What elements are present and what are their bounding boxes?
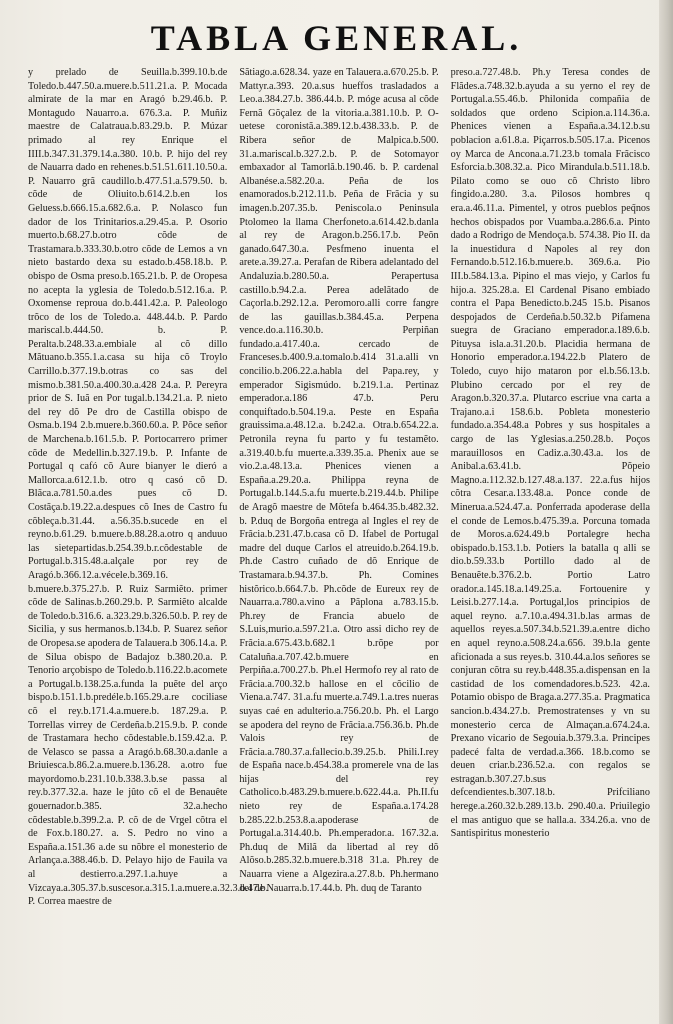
index-column-3 bbox=[451, 66, 650, 1016]
page-title: TABLA GENERAL. bbox=[150, 18, 523, 58]
index-column-text: Sãtiago.a.628.34. yaze en Talauera.a.670.25.b. P. Mattyr.a.393. 20.a.sus hueffos trasladados a Leo.a.384.27.b. 386.44.b. P. móge acusa al cõde Fernã Gõçalez de la vitoria.a.381.10.b. P. O-uetese coronistã.a.389.12.b.438.33.b. P. de Ribera señor de Malpica.b.500. 31.a.mariscal.b.327.2.b. P. de Sotomayor embaxador al Tamorlã.b.190.46. b. P. cardenal Albanése.a.582.20.a. Peña de los enamorados.b.212.11.b. Peña de Frãcia y su imagen.b.207.35.b. Peniscola.o Peninsula Ptolomeo la llama Cherfoneto.a.614.42.b.danla al rey de Aragon.b.256.17.b. Peõn ganado.647.30.a. Pesfmeno inuenta el arete.a.39.27.a. Perafan de Ribera adelantado del Andaluzia.b.280.50.a. Perapertusa castillo.b.94.2.a. Perea adelãtado de Caçorla.b.292.12.a. Peromoro.alli corre fangre de las gauillas.b.384.45.a. Perpena vence.do.a.116.30.b. Perpiñan fundado.a.417.40.a. cercado de Franceses.b.400.9.a.tomalo.b.414 31.a.alli vn concilio.b.206.22.a.habla del Papa.rey, y emperador Sigismúdo. b.219.1.a. Pertinaz emperador.a.186 47.b. Peru conquiftado.b.504.19.a. Peste en España grauissima.a.48.12.a. b.242.a. Otra.b.654.22.a. Petronila reyna fu parto y fu testamẽto. a.319.40.b.fu muerte.a.339.35.a. Phenix aue se vio.2.a.48.13.a. Phenices vienen a España.a.29.20.a. Philippa reyna de Portugal.b.144.5.a.fu muerte.b.219.44.b. Philipe de Aragõ maestre de Mõtefa b.464.35.b.482.32. b. P.duq de Borgoña entrega al Ingles el rey de Frãcia.b.231.47.b.casa cõ D. Ifabel de Portugal madre del duque Carlos el atreuido.b.264.19.b. Ph.de Castro cuñado de dõ Enrique de Trastamara.b.94.37.b. Ph. Comines histõrico.b.664.7.b. Ph.cõde de Eureux rey de Nauarra.a.780.a.vino a Pãplona a.783.15.b. Ph.rey de Francia abuelo de S.Luis,murio.a.597.21.a. Otro assi dicho rey de Frãcia.a.675.43.b.682.1 b.rõpe por Cataluña.a.707.42.b.muere en Perpiña.a.700.27.b. Ph.el Hermofo rey al rato de Frãcia.a.700.32.b hallose en el cõcilio de Viena.a.747. 31.a.fu muerte.a.749.1.a.tres nueras suyas caé en adulterio.a.756.20.b. Ph. el Largo se apodera del reyno de Frãcia.a.756.36.b. Ph.de Valois rey de Frãcia.a.780.37.a.fallecio.b.39.25.b. Phili.I.rey de España nace.b.454.38.a promerele vna de las hijas del rey Catholico.b.483.29.b.muere.b.622.44.a. Ph.II.fu nieto rey de España.a.174.28 b.285.22.b.253.8.a.apoderase de Portugal.a.314.40.b. Ph.emperador.a. 167.32.a. Ph.duq de Milã da libertad al rey dõ Alõso.b.285.32.b.muere.b.318 31.a. Ph.rey de Nauarra viene a Algezira.a.27.8.b. Ph.hermano del de Nauarra.b.17.44.b. Ph. duq de Taranto bbox=[239, 67, 439, 894]
index-column-2 bbox=[239, 66, 438, 1016]
page-edge-shadow bbox=[659, 0, 673, 1024]
index-column-text: y prelado de Seuilla.b.399.10.b.de Toledo.b.447.50.a.muere.b.511.21.a. P. Mocada almirate de la mar en Aragó b.29.46.b. P. Montagudo Nauarro.a. 676.3.a. P. Muñiz maestre de Calatraua.b.83.29.b. P. Múzar primado al rey Enrique el IIII.b.347.31.379.14.a.380. 10.b. P. hijo del rey de Nauarra dado en rehenes.b.51.51.611.10.50.a. P. Nauarro grã caudillo.b.477.51.a.579.50. b. cõde de Oliuito.b.614.2.b.en los Geluess.b.666.15.a.682.6.a. P. Nolasco fun dador de los Trinitarios.a.29.45.a. P. Osorio muerto.b.68.27.b.otro cõde de Trastamara.b.333.30.b.otro cõde de Lemos a vn nieto bastardo dexa su estado.b.458.18.b. P. obispo de Osma preso.b.165.21.b. P. de Oropesa no acepta la yglesia de Toledo.b.512.16.a. P. Oxomense reproua do.b.441.42.a. P. Paleologo trõco de los de Toledo.a. 448.44.b. P. Pardo mariscal.b.444.50. b. P. Peralta.b.248.33.a.embiale al cõ dillo Mãtuano.b.355.1.a.casa su hija cõ Troylo Carrillo.b.377.19.b.otras co sas del mismo.b.381.50.a.400.30.a.428 24.a. P. Pereyra prior de S. Iuã en Por tugal.b.134.21.a. P. nieto del rey dõ Pe dro de Castilla obispo de Osma.b.194 2.b.muere.b.360.60.a. P. Põce señor de Marchena.b.161.5.b. P. Portocarrero primer cõde de Medellin.b.327.19.b. P. Infante de Portugal q cafó cõ Aure bianyer le dieró a Mallorca.a.612.1.b. otro q casó cõ D. Blãca.a.781.50.a.des pues cõ D. Costãça.b.19.22.a.despues cõ Ines de Castro fu cõbleça.b.31.44. a.56.35.b.sucede en el reyno.b.61.29. b.muere.b.88.28.a.otro q anduuo las sietepartidas.b.254.39.b.r.cõdestable de Portugal.b.315.48.a.alçale por rey de Aragó.b.366.12.a.vécele.b.369.16. b.muere.b.375.27.b. P. Ruiz Sarmiẽto. primer cõde de Salinas.b.260.29.b. P. Sarmiẽto alcalde de Toledo.b.316.6. a.323.29.b.326.50.b. P. rey de Sicilia, y sus hermanos.b.134.b. P. Suarez señor de Oropesa.se apodera de Talauera.b 306.14.a. P. de Silua obispo de Badajoz b.380.20.a. P. Tenorio arçobispo de Toledo.b.116.22.b.acomete a Portugal.b.138.25.a.funda la puẽte del arço bispo.b.151.1.b.predéle.b.165.29.a.re cociliase cõ el rey.b.171.4.a.muere.b. 187.29.a. P. Torrellas virrey de Cerdeña.b.215.9.b. P. conde de Trastamara hecho cõdestable.b.159.42.a. P. de Velasco se passa a Aragó.b.68.30.a.danle a Briuiesca.b.86.2.a.muere.b.136.28. a.otro fue mayordomo.b.231.10.b.338.3.b.se passa al rey.b.377.32.a. haze le jûto cõ el de Benauête gouernador.b.385. 32.a.hecho cõdestable.b.399.2.a. P. cõ de de Vrgel cõtra el de Fox.b.180.27. a. S. Pedro no vino a España.a.151.36 a.de su nõbre el monesterio de Arlança.a.388.46.b. D. Pelayo hijo de Fauila va al destierro.a.297.1.a.huye a Vizcaya.a.305.37.b.suscesor.a.315.1.a.muere.a.32.3.b.47.b. P. Correa maestre de bbox=[28, 67, 269, 908]
index-columns bbox=[28, 66, 650, 1016]
index-column-text: preso.a.727.48.b. Ph.y Teresa condes de Flãdes.a.748.32.b.ayuda a su yerno el rey de Portugal.a.55.46.b. Philonida compañia de soldados que ordeno Scipion.a.114.36.a. Phenices vienen a España.a.34.12.b.su poblacion a.61.8.a. Piçarros.b.505.17.a. Picenos oy Marca de Ancona.a.71.23.b tomala Frãcisco Esforcia.b.308.32.a. Pico Mirandula.b.511.18.b. Pilato como se ouo cõ Christo libro fingido.a.280. 3.a. Pilosos hombres q era.a.46.11.a. Pimentel, y otros pueblos peq̃nos hechos obispados por Vuamba.a.286.6.a. Pinto dado a Rodrigo de Mendoça.b. 574.38. Pio II. da la inuestidura d Napoles al rey don Fernando.b.512.16.b.muere.b. 369.6.a. Pio III.b.584.13.a. Pipino el mas viejo, y Carlos fu hijo.a. 325.28.a. El Cardenal Pisano embiado contra el Papa Benedicto.b.245 15.b. Pisanos despojados de Cerdeña.b.50.32.b Pifamena suegra de Graciano emperador.a.189.6.b. Pituysa isla.a.31.20.b. Placidia hermana de Honorio emperador.a.194.22.b Platero de Toledo, cuyo hijo mataron por el.b.56.13.b. Plubino cercado por el rey de Aragon.b.320.37.a. Plutarco escriue vna carta a Trajano.a.i 158.6.b. Pobleta monesterio fundado.a.354.48.a Pobres y sus hospitales a cargo de las Yglesias.a.250.28.b. Poços marauillosos en Cadiz.a.30.43.a. los de Anibal.a.63.41.b. Põpeio Magno.a.112.32.b.127.48.a.137. 22.a.fus hijos cõtra Cesar.a.133.48.a. Ponce conde de Minerua.a.524.47.a. Ponferrada apoderase della el conde de Lemos.b.475.39.a. Porcuna tomada de Moros.a.624.49.b Portalegre hecha obispado.b.153.1.b. Potiers la batalla q alli se dio.b.59.33.b Portillo dado al de Benauẽte.b.376.2.b. Portio Latro orador.a.145.18.a.149.25.a. Fortouenire y Leisi.b.277.14.a. Portugal,los principios de aquel reyno. a.7.10.a.494.31.b.las armas de aquellos reyes.a.507.34.b.521.39.a.entre dicho en aquel reyno.a.508.24.a.656. 39.b.la gente aficionada a sus reyes.b. 310.44.a.los señores se conjuran cõtra su rey.b.448.35.a.dispensan en la castidad de los comendadores.b.523. 42.a. Potamio obispo de Braga.a.277.35.a. Pragmatica sancion.b.434.27.b. Premostratenses y vn su monesterio cerca de Almaçan.a.674.24.a. Prexano vicario de Segouia.b.379.3.a. Principes padecé falta de verdad.a.366. 18.b.como se deuen criar.b.236.52.a. con regalos se estragan.b.307.27.b.sus defcendientes.b.307.18.b. Prifciliano herege.a.260.32.b.289.13.b. 290.40.a. Priuilegio el mas antiguo que se halla.a. 334.26.a. vno de Santispiritus monesterio bbox=[450, 67, 650, 840]
index-column-1 bbox=[28, 66, 269, 1016]
